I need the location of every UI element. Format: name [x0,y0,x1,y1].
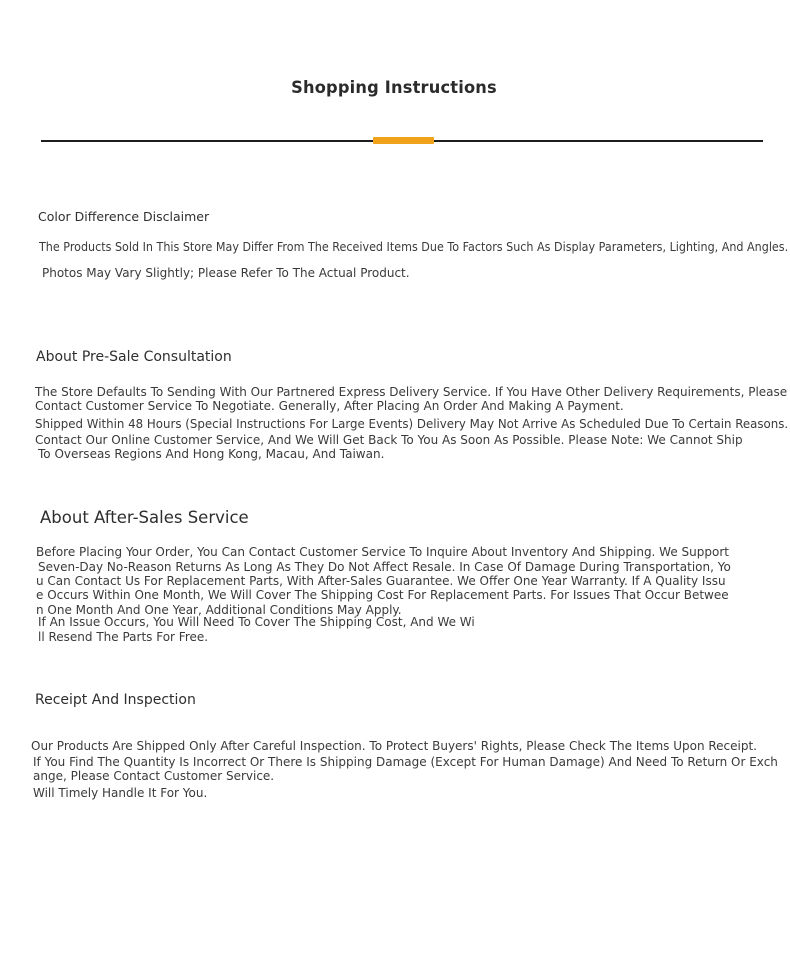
paragraph-line: ll Resend The Parts For Free. [38,630,209,644]
paragraph-line: Contact Our Online Customer Service, And We Will Get Back To You As Soon As Possible. Please Note: We Cannot Ship [35,433,743,447]
page-title: Shopping Instructions [291,78,497,98]
paragraph-line: n One Month And One Year, Additional Conditions May Apply. [36,603,402,617]
paragraph-line: To Overseas Regions And Hong Kong, Macau, And Taiwan. [38,447,385,461]
paragraph-line: u Can Contact Us For Replacement Parts, With After-Sales Guarantee. We Offer One Year Warranty. If A Quality Issu [36,574,726,588]
paragraph-line: The Store Defaults To Sending With Our Partnered Express Delivery Service. If You Have Other Delivery Requirements, Please [35,385,788,399]
section-heading-receipt-inspection: Receipt And Inspection [35,692,196,708]
section-heading-pre-sale: About Pre-Sale Consultation [36,349,232,365]
paragraph-line: Seven-Day No-Reason Returns As Long As They Do Not Affect Resale. In Case Of Damage During Transportation, Yo [38,560,731,574]
paragraph-line: Contact Customer Service To Negotiate. Generally, After Placing An Order And Making A Payment. [35,399,624,413]
section-heading-color-difference: Color Difference Disclaimer [38,209,210,224]
paragraph-line: Photos May Vary Slightly; Please Refer To The Actual Product. [42,266,410,280]
title-accent-bar [373,137,434,144]
paragraph-line: e Occurs Within One Month, We Will Cover The Shipping Cost For Replacement Parts. For Issues That Occur Betwee [36,588,729,602]
paragraph-line: Shipped Within 48 Hours (Special Instructions For Large Events) Delivery May Not Arrive As Scheduled Due To Certain Reasons. [35,417,789,431]
paragraph-line: Our Products Are Shipped Only After Careful Inspection. To Protect Buyers' Rights, Please Check The Items Upon Receipt. [31,739,757,753]
section-heading-after-sales: About After-Sales Service [40,508,249,527]
paragraph-line: Before Placing Your Order, You Can Contact Customer Service To Inquire About Inventory And Shipping. We Support [36,545,729,559]
paragraph-line: Will Timely Handle It For You. [33,786,208,800]
paragraph-line: If You Find The Quantity Is Incorrect Or There Is Shipping Damage (Except For Human Damage) And Need To Return Or Exch [33,755,778,769]
paragraph-line: ange, Please Contact Customer Service. [33,769,275,783]
paragraph-line: If An Issue Occurs, You Will Need To Cover The Shipping Cost, And We Wi [38,615,475,629]
paragraph-line: The Products Sold In This Store May Differ From The Received Items Due To Factors Such As Display Parameters, Lighting, And Angles. [39,240,789,254]
